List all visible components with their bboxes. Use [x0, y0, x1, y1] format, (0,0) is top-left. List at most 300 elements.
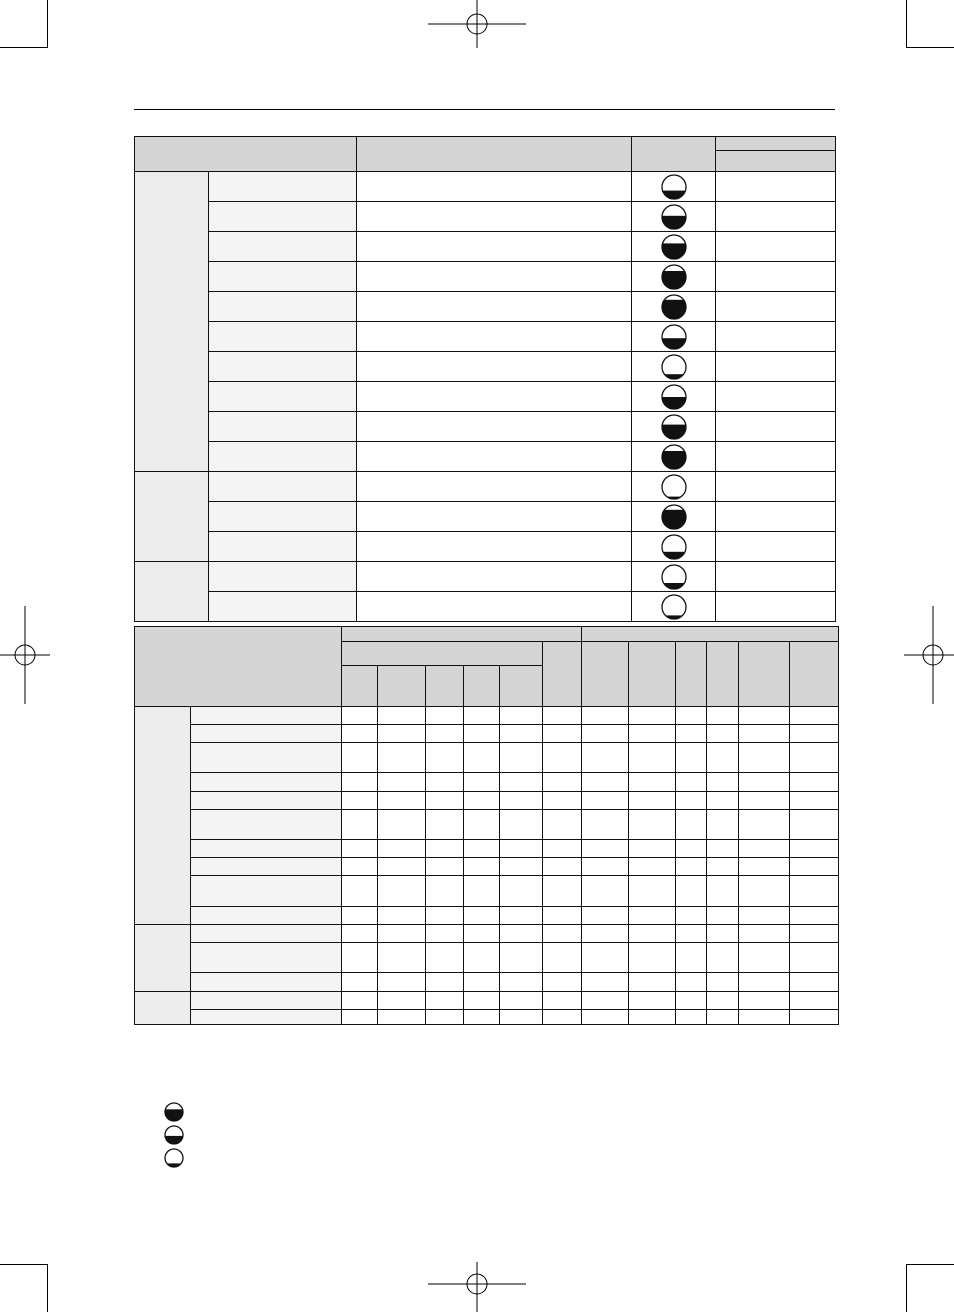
- matrix-cell: [378, 943, 426, 973]
- matrix-cell: [378, 906, 426, 924]
- table-row: [135, 502, 836, 532]
- description-cell: [357, 592, 632, 622]
- matrix-cell: [629, 924, 676, 942]
- matrix-cell: [464, 991, 500, 1009]
- matrix-cell: [543, 973, 582, 991]
- description-cell: [357, 232, 632, 262]
- matrix-cell: [676, 943, 707, 973]
- matrix-cell: [500, 876, 543, 906]
- level-cell: [632, 412, 716, 442]
- matrix-cell: [676, 840, 707, 858]
- table-row: [135, 743, 839, 773]
- matrix-cell: [707, 858, 739, 876]
- row-label-cell: [191, 743, 342, 773]
- level-cell: [632, 442, 716, 472]
- matrix-cell: [426, 743, 464, 773]
- matrix-cell: [543, 791, 582, 809]
- matrix-cell: [378, 991, 426, 1009]
- matrix-cell: [739, 991, 790, 1009]
- row-label-cell: [209, 352, 357, 382]
- level-cell: [632, 322, 716, 352]
- matrix-cell: [629, 706, 676, 724]
- matrix-cell: [464, 1009, 500, 1024]
- group-cell: [135, 924, 191, 991]
- matrix-cell: [790, 809, 839, 839]
- matrix-cell: [378, 1009, 426, 1024]
- level-cell: [632, 202, 716, 232]
- value-cell: [716, 382, 836, 412]
- row-label-cell: [209, 382, 357, 412]
- header-cell: [135, 137, 357, 172]
- level-cell: [632, 532, 716, 562]
- level-cell: [632, 292, 716, 322]
- row-label-cell: [191, 973, 342, 991]
- matrix-cell: [676, 809, 707, 839]
- level-cell: [632, 592, 716, 622]
- matrix-cell: [676, 924, 707, 942]
- matrix-cell: [790, 724, 839, 742]
- level-circle-icon: [661, 474, 687, 500]
- matrix-cell: [707, 773, 739, 791]
- legend-item: [164, 1148, 184, 1168]
- matrix-cell: [426, 991, 464, 1009]
- value-cell: [716, 472, 836, 502]
- matrix-cell: [739, 924, 790, 942]
- matrix-cell: [464, 924, 500, 942]
- matrix-cell: [676, 858, 707, 876]
- matrix-cell: [342, 1009, 378, 1024]
- value-cell: [716, 592, 836, 622]
- matrix-cell: [629, 991, 676, 1009]
- matrix-cell: [464, 724, 500, 742]
- matrix-cell: [790, 876, 839, 906]
- matrix-cell: [629, 743, 676, 773]
- matrix-cell: [426, 809, 464, 839]
- matrix-cell: [342, 943, 378, 973]
- row-label-cell: [191, 809, 342, 839]
- row-label-cell: [209, 472, 357, 502]
- description-cell: [357, 172, 632, 202]
- row-label-cell: [191, 906, 342, 924]
- matrix-cell: [500, 743, 543, 773]
- matrix-cell: [790, 1009, 839, 1024]
- matrix-cell: [378, 973, 426, 991]
- matrix-cell: [426, 973, 464, 991]
- row-label-cell: [209, 412, 357, 442]
- matrix-cell: [707, 876, 739, 906]
- header-cell: [342, 666, 378, 706]
- matrix-cell: [790, 773, 839, 791]
- level-cell: [632, 472, 716, 502]
- table-row: [135, 382, 836, 412]
- matrix-cell: [464, 743, 500, 773]
- matrix-cell: [426, 858, 464, 876]
- matrix-cell: [500, 973, 543, 991]
- matrix-cell: [378, 724, 426, 742]
- matrix-cell: [342, 840, 378, 858]
- matrix-cell: [342, 791, 378, 809]
- matrix-cell: [790, 906, 839, 924]
- value-cell: [716, 562, 836, 592]
- header-cell: [790, 642, 839, 707]
- crosshair-icon: [0, 606, 50, 704]
- header-cell: [342, 642, 543, 666]
- header-cell: [357, 137, 632, 172]
- legend-item: [164, 1125, 184, 1145]
- matrix-cell: [790, 858, 839, 876]
- matrix-cell: [582, 924, 629, 942]
- matrix-cell: [707, 924, 739, 942]
- row-label-cell: [191, 858, 342, 876]
- row-label-cell: [209, 322, 357, 352]
- row-label-cell: [191, 840, 342, 858]
- level-circle-icon: [661, 594, 687, 620]
- matrix-cell: [342, 858, 378, 876]
- header-cell: [135, 627, 342, 707]
- matrix-cell: [739, 773, 790, 791]
- table-row: [135, 292, 836, 322]
- matrix-cell: [676, 706, 707, 724]
- value-cell: [716, 172, 836, 202]
- description-cell: [357, 502, 632, 532]
- description-cell: [357, 292, 632, 322]
- matrix-cell: [500, 858, 543, 876]
- row-label-cell: [191, 876, 342, 906]
- table-row: [135, 592, 836, 622]
- crosshair-icon: [904, 606, 954, 704]
- table-row: [135, 262, 836, 292]
- table-row: [135, 172, 836, 202]
- header-cell: [464, 666, 500, 706]
- header-cell: [378, 666, 426, 706]
- level-circle-icon: [164, 1148, 184, 1168]
- matrix-cell: [426, 1009, 464, 1024]
- matrix-cell: [582, 724, 629, 742]
- matrix-cell: [739, 1009, 790, 1024]
- matrix-cell: [582, 773, 629, 791]
- matrix-cell: [739, 840, 790, 858]
- matrix-cell: [707, 943, 739, 973]
- row-label-cell: [191, 791, 342, 809]
- matrix-cell: [629, 809, 676, 839]
- matrix-cell: [342, 876, 378, 906]
- matrix-cell: [582, 906, 629, 924]
- matrix-cell: [582, 809, 629, 839]
- matrix-cell: [342, 809, 378, 839]
- table-row: [135, 322, 836, 352]
- table-row: [135, 973, 839, 991]
- matrix-cell: [500, 943, 543, 973]
- row-label-cell: [191, 724, 342, 742]
- matrix-cell: [676, 773, 707, 791]
- level-cell: [632, 172, 716, 202]
- group-cell: [135, 706, 191, 924]
- row-label-cell: [191, 924, 342, 942]
- value-cell: [716, 292, 836, 322]
- row-label-cell: [209, 232, 357, 262]
- table-row: [135, 773, 839, 791]
- level-circle-icon: [661, 444, 687, 470]
- table-row: [135, 791, 839, 809]
- table-row: [135, 1009, 839, 1024]
- matrix-cell: [739, 858, 790, 876]
- matrix-cell: [342, 724, 378, 742]
- description-cell: [357, 322, 632, 352]
- level-circle-icon: [164, 1102, 184, 1122]
- table-row: [135, 232, 836, 262]
- table-row: [135, 352, 836, 382]
- row-label-cell: [191, 773, 342, 791]
- matrix-cell: [378, 706, 426, 724]
- matrix-cell: [464, 791, 500, 809]
- matrix-cell: [543, 876, 582, 906]
- table-row: [135, 840, 839, 858]
- matrix-cell: [707, 706, 739, 724]
- level-cell: [632, 502, 716, 532]
- matrix-cell: [707, 791, 739, 809]
- matrix-cell: [629, 724, 676, 742]
- matrix-cell: [464, 906, 500, 924]
- matrix-cell: [739, 724, 790, 742]
- matrix-cell: [342, 706, 378, 724]
- table-row: [135, 724, 839, 742]
- matrix-cell: [500, 924, 543, 942]
- matrix-cell: [582, 858, 629, 876]
- value-cell: [716, 232, 836, 262]
- matrix-cell: [500, 791, 543, 809]
- matrix-cell: [543, 924, 582, 942]
- table-row: [135, 472, 836, 502]
- level-cell: [632, 262, 716, 292]
- matrix-cell: [676, 973, 707, 991]
- value-cell: [716, 442, 836, 472]
- matrix-cell: [739, 876, 790, 906]
- row-label-cell: [191, 943, 342, 973]
- matrix-cell: [543, 1009, 582, 1024]
- level-circle-icon: [661, 534, 687, 560]
- value-cell: [716, 412, 836, 442]
- description-cell: [357, 382, 632, 412]
- level-circle-icon: [661, 264, 687, 290]
- matrix-cell: [582, 1009, 629, 1024]
- matrix-cell: [342, 743, 378, 773]
- matrix-cell: [426, 706, 464, 724]
- table-row: [135, 943, 839, 973]
- level-cell: [632, 562, 716, 592]
- level-circle-icon: [661, 174, 687, 200]
- row-label-cell: [191, 1009, 342, 1024]
- matrix-cell: [739, 706, 790, 724]
- matrix-cell: [464, 973, 500, 991]
- matrix-cell: [464, 840, 500, 858]
- header-cell: [707, 642, 739, 707]
- matrix-cell: [500, 906, 543, 924]
- matrix-cell: [790, 743, 839, 773]
- matrix-cell: [676, 906, 707, 924]
- matrix-cell: [342, 924, 378, 942]
- level-circle-icon: [661, 294, 687, 320]
- matrix-table: [134, 626, 839, 1025]
- matrix-cell: [676, 876, 707, 906]
- level-table: [134, 136, 836, 622]
- matrix-cell: [543, 743, 582, 773]
- matrix-cell: [582, 973, 629, 991]
- matrix-cell: [629, 791, 676, 809]
- table-row: [135, 442, 836, 472]
- description-cell: [357, 202, 632, 232]
- level-circle-icon: [661, 324, 687, 350]
- matrix-cell: [378, 809, 426, 839]
- matrix-cell: [426, 906, 464, 924]
- matrix-cell: [739, 906, 790, 924]
- header-cell: [543, 642, 582, 707]
- row-label-cell: [209, 592, 357, 622]
- table-row: [135, 532, 836, 562]
- matrix-cell: [464, 858, 500, 876]
- matrix-cell: [426, 791, 464, 809]
- matrix-cell: [790, 706, 839, 724]
- table-row: [135, 858, 839, 876]
- matrix-cell: [500, 706, 543, 724]
- matrix-cell: [676, 743, 707, 773]
- level-circle-icon: [661, 414, 687, 440]
- matrix-cell: [500, 1009, 543, 1024]
- matrix-cell: [464, 706, 500, 724]
- matrix-cell: [790, 840, 839, 858]
- crosshair-icon: [428, 0, 526, 50]
- matrix-cell: [464, 773, 500, 791]
- legend-item: [164, 1102, 184, 1122]
- matrix-cell: [464, 943, 500, 973]
- matrix-cell: [342, 991, 378, 1009]
- matrix-cell: [426, 724, 464, 742]
- matrix-cell: [629, 773, 676, 791]
- row-label-cell: [209, 442, 357, 472]
- matrix-cell: [629, 876, 676, 906]
- matrix-cell: [629, 943, 676, 973]
- row-label-cell: [209, 562, 357, 592]
- matrix-cell: [790, 791, 839, 809]
- header-cell: [632, 137, 716, 172]
- matrix-cell: [582, 876, 629, 906]
- header-rule: [134, 109, 835, 110]
- description-cell: [357, 262, 632, 292]
- matrix-cell: [378, 791, 426, 809]
- matrix-cell: [676, 724, 707, 742]
- table-row: [135, 809, 839, 839]
- level-circle-icon: [661, 234, 687, 260]
- matrix-cell: [500, 809, 543, 839]
- matrix-cell: [707, 840, 739, 858]
- matrix-cell: [426, 943, 464, 973]
- header-cell: [716, 137, 836, 151]
- matrix-cell: [739, 973, 790, 991]
- matrix-cell: [707, 1009, 739, 1024]
- matrix-cell: [500, 773, 543, 791]
- matrix-cell: [543, 706, 582, 724]
- value-cell: [716, 322, 836, 352]
- matrix-cell: [707, 991, 739, 1009]
- matrix-cell: [464, 809, 500, 839]
- matrix-cell: [739, 743, 790, 773]
- row-label-cell: [209, 502, 357, 532]
- level-cell: [632, 352, 716, 382]
- matrix-cell: [543, 858, 582, 876]
- description-cell: [357, 532, 632, 562]
- matrix-cell: [739, 791, 790, 809]
- matrix-cell: [378, 840, 426, 858]
- row-label-cell: [209, 172, 357, 202]
- level-circle-icon: [164, 1125, 184, 1145]
- table-row: [135, 202, 836, 232]
- header-cell: [676, 642, 707, 707]
- matrix-cell: [676, 1009, 707, 1024]
- value-cell: [716, 502, 836, 532]
- value-cell: [716, 262, 836, 292]
- matrix-cell: [500, 840, 543, 858]
- level-circle-icon: [661, 504, 687, 530]
- matrix-cell: [342, 773, 378, 791]
- matrix-cell: [629, 973, 676, 991]
- header-cell: [582, 642, 629, 707]
- matrix-cell: [582, 743, 629, 773]
- value-cell: [716, 202, 836, 232]
- row-label-cell: [209, 292, 357, 322]
- matrix-cell: [543, 724, 582, 742]
- header-cell: [716, 151, 836, 172]
- group-cell: [135, 991, 191, 1024]
- header-cell: [582, 627, 839, 642]
- matrix-cell: [426, 876, 464, 906]
- matrix-cell: [378, 858, 426, 876]
- table-row: [135, 906, 839, 924]
- matrix-cell: [582, 706, 629, 724]
- matrix-cell: [543, 906, 582, 924]
- row-label-cell: [209, 262, 357, 292]
- header-cell: [739, 642, 790, 707]
- matrix-cell: [790, 943, 839, 973]
- matrix-cell: [543, 809, 582, 839]
- matrix-cell: [464, 876, 500, 906]
- matrix-cell: [629, 840, 676, 858]
- row-label-cell: [191, 706, 342, 724]
- matrix-cell: [707, 724, 739, 742]
- matrix-cell: [426, 773, 464, 791]
- table-row: [135, 562, 836, 592]
- header-cell: [629, 642, 676, 707]
- matrix-cell: [378, 743, 426, 773]
- matrix-cell: [676, 991, 707, 1009]
- matrix-cell: [629, 906, 676, 924]
- group-cell: [135, 172, 209, 472]
- matrix-cell: [500, 991, 543, 1009]
- matrix-cell: [582, 943, 629, 973]
- description-cell: [357, 562, 632, 592]
- row-label-cell: [191, 991, 342, 1009]
- description-cell: [357, 442, 632, 472]
- matrix-cell: [582, 840, 629, 858]
- row-label-cell: [209, 532, 357, 562]
- level-circle-icon: [661, 564, 687, 590]
- level-circle-icon: [661, 204, 687, 230]
- matrix-cell: [707, 809, 739, 839]
- value-cell: [716, 352, 836, 382]
- level-cell: [632, 232, 716, 262]
- matrix-cell: [790, 991, 839, 1009]
- level-circle-icon: [661, 384, 687, 410]
- table-row: [135, 991, 839, 1009]
- matrix-cell: [378, 924, 426, 942]
